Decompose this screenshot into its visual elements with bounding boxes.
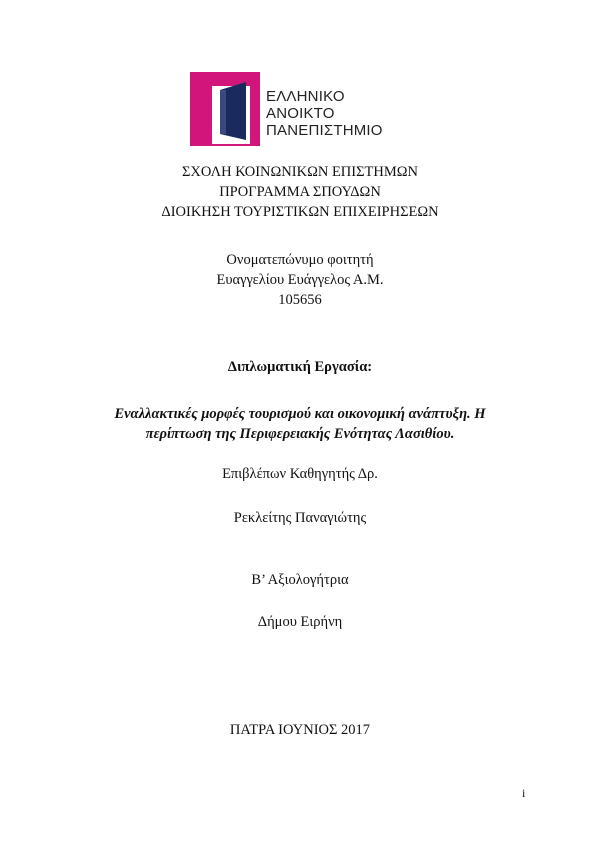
logo-line-1: ΕΛΛΗΝΙΚΟ [266,88,345,105]
logo-text [266,88,383,139]
program-name: ΠΡΟΓΡΑΜΜΑ ΣΠΟΥΔΩΝ [219,184,381,200]
thesis-title [0,404,600,444]
page-number: i [522,786,526,800]
logo-emblem-icon [190,72,264,146]
thesis-title-line-1: Εναλλακτικές μορφές τουρισμού και οικονομική ανάπτυξη. Η [114,406,486,422]
evaluator-name [0,612,600,632]
thesis-title-line-2: περίπτωση της Περιφερειακής Ενότητας Λασιθίου. [145,426,455,442]
student-label: Ονοματεπώνυμο φοιτητή [226,252,374,268]
place-date-text: ΠΑΤΡΑ ΙΟΥΝΙΟΣ 2017 [229,722,371,738]
thesis-heading-text: Διπλωματική Εργασία: [227,359,373,375]
logo-line-2: ΑΝΟΙΚΤΟ [266,105,335,122]
supervisor-label [0,464,600,484]
student-block [0,250,600,310]
university-logo [190,72,390,146]
evaluator-label-text: Β’ Αξιολογήτρια [251,572,349,588]
student-name: Ευαγγελίου Ευάγγελος Α.Μ. [216,272,384,288]
supervisor-name [0,508,600,528]
logo-line-3: ΠΑΝΕΠΙΣΤΗΜΙΟ [266,122,383,139]
evaluator-label [0,570,600,590]
evaluator-name-text: Δήμου Ειρήνη [257,614,343,630]
supervisor-label-text: Επιβλέπων Καθηγητής Δρ. [222,466,378,482]
supervisor-name-text: Ρεκλείτης Παναγιώτης [233,510,367,526]
thesis-heading [0,357,600,377]
school-name: ΣΧΟΛΗ ΚΟΙΝΩΝΙΚΩΝ ΕΠΙΣΤΗΜΩΝ [181,164,419,180]
place-date [0,720,600,740]
school-block [0,162,600,222]
student-id: 105656 [278,292,322,308]
department-name: ΔΙΟΙΚΗΣΗ ΤΟΥΡΙΣΤΙΚΩΝ ΕΠΙΧΕΙΡΗΣΕΩΝ [161,204,439,220]
